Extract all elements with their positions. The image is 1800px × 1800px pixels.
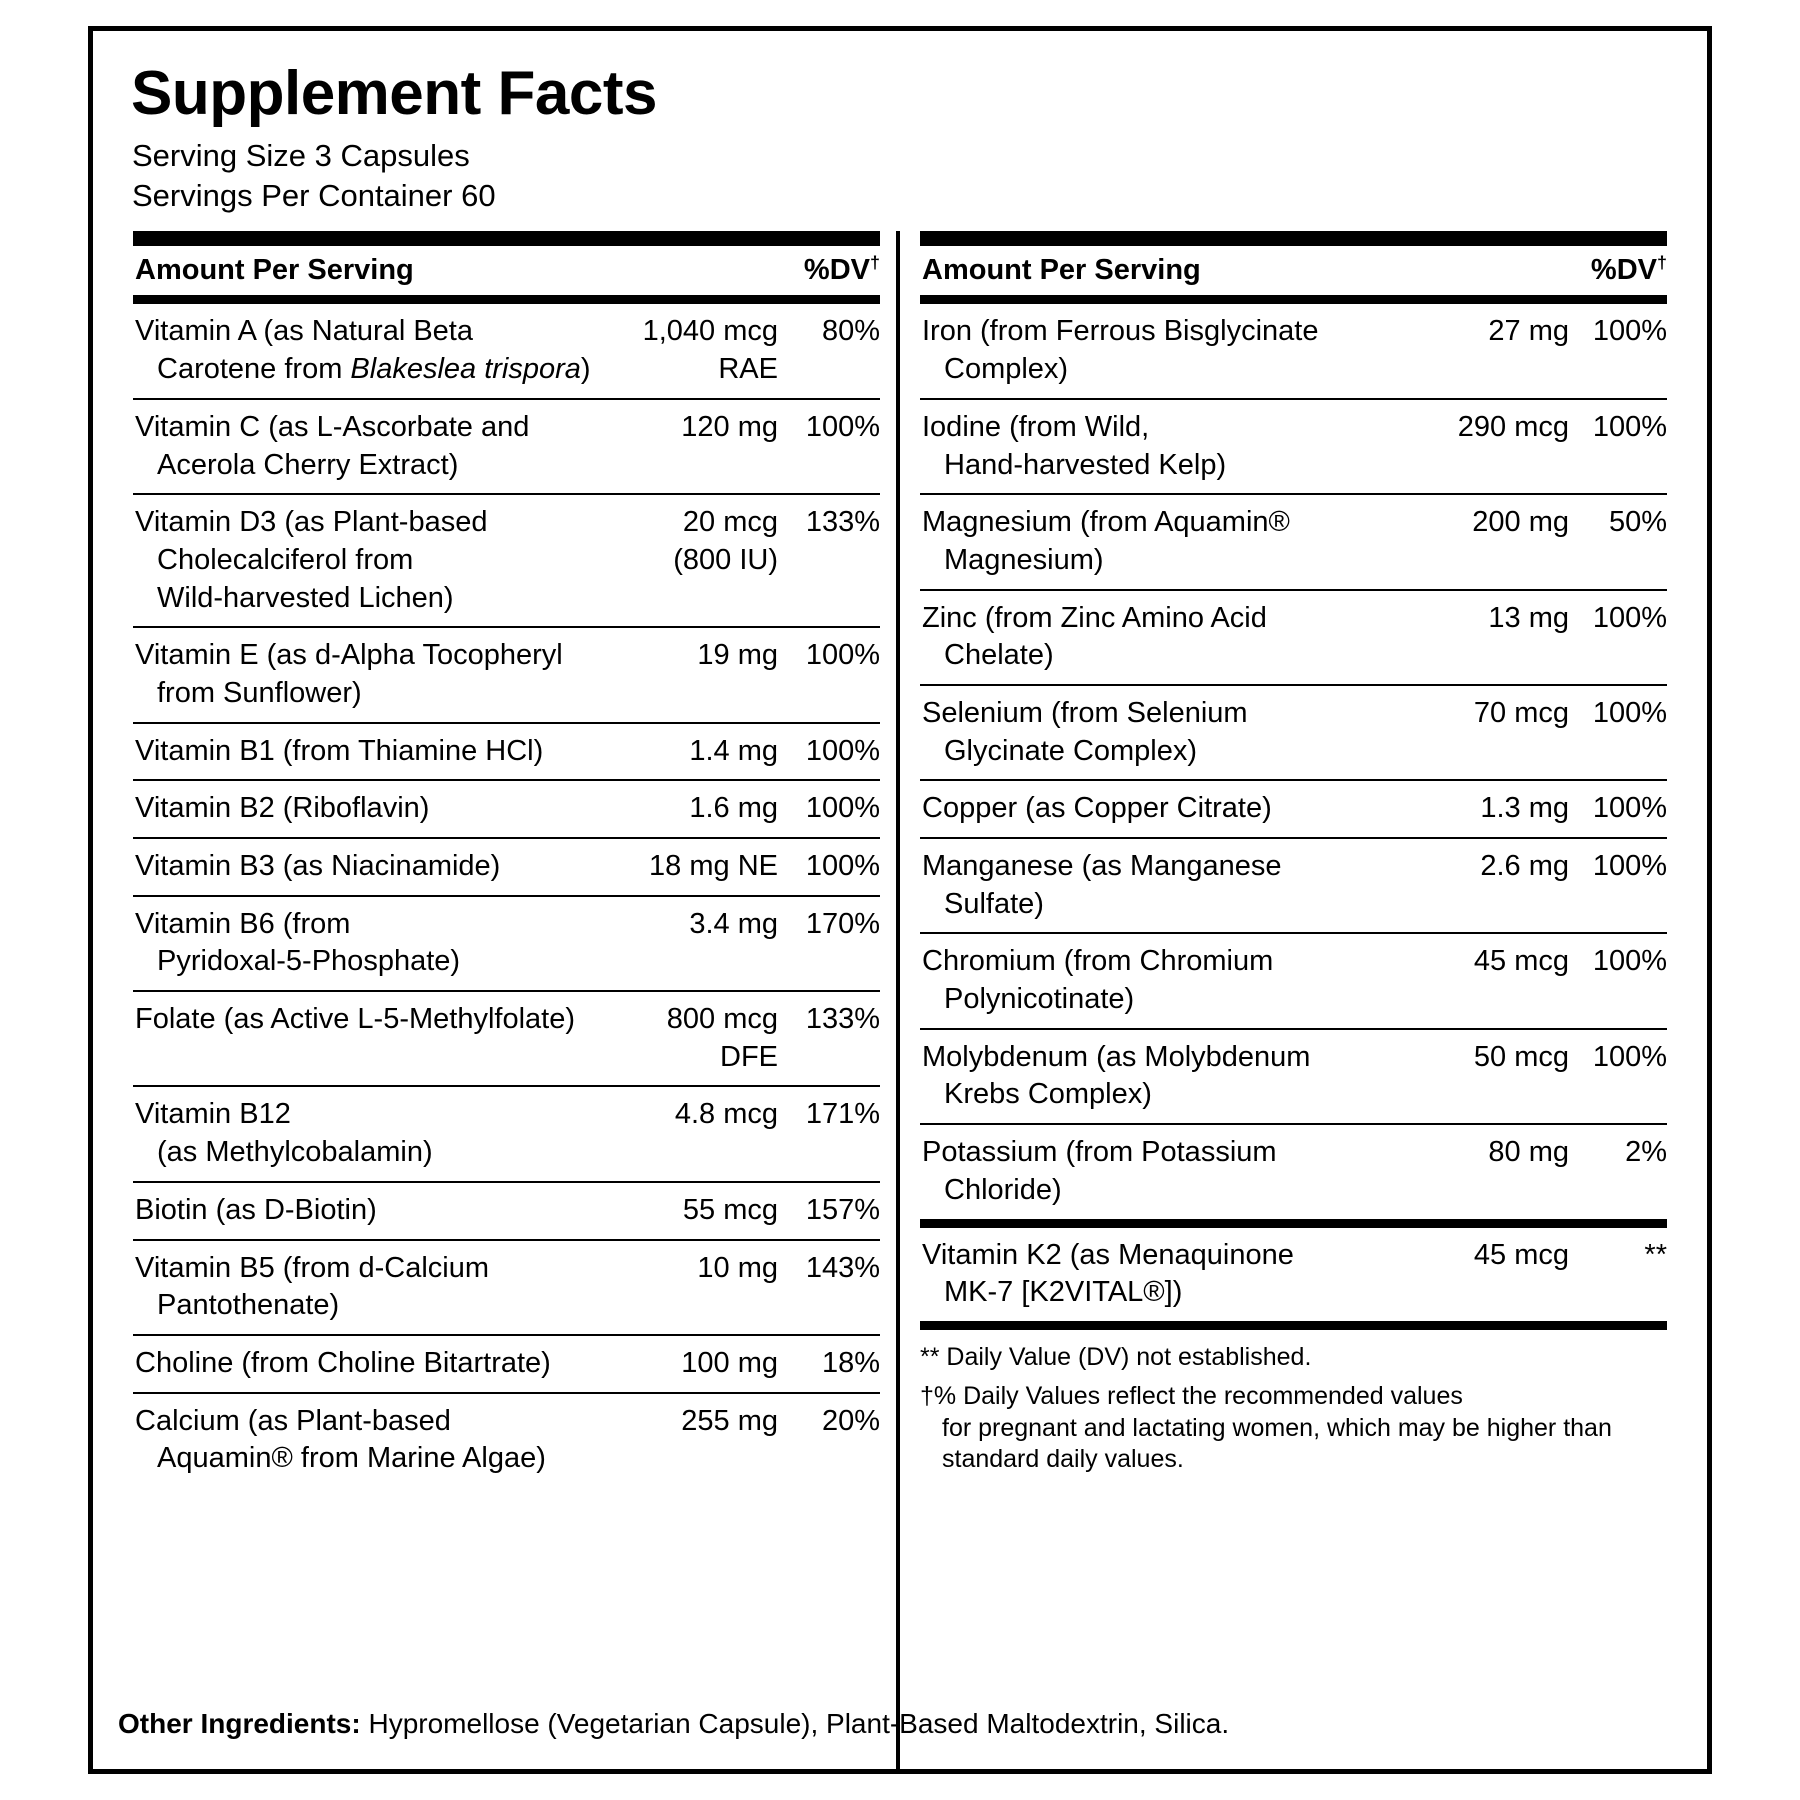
table-row <box>133 304 880 399</box>
nutrient-amount: 290 mcg <box>1457 410 1569 443</box>
table-row <box>920 1125 1667 1218</box>
table-row <box>920 781 1667 839</box>
table-row <box>920 934 1667 1029</box>
right-header-amount: Amount Per Serving <box>922 254 1201 287</box>
nutrient-dv: 100% <box>1592 850 1667 882</box>
vitamin-k2-row <box>920 1228 1667 1321</box>
nutrient-dv: 100% <box>1592 945 1667 978</box>
nutrient-name: Chromium (from Chromium Polynicotinate) <box>922 943 1423 1018</box>
nutrient-dv: 170% <box>805 907 880 940</box>
nutrient-name-continued: Carotene from Blakeslea trispora) <box>157 353 591 386</box>
nutrient-amount: 100 mg <box>681 1346 778 1379</box>
supplement-facts-panel <box>88 26 1712 1774</box>
nutrient-name-continued: Krebs Complex) <box>944 1078 1152 1111</box>
nutrient-dv: 2% <box>1625 1136 1667 1169</box>
nutrient-name: Choline (from Choline Bitartrate) <box>135 1346 551 1379</box>
nutrient-name: Selenium (from Selenium Glycinate Complex) <box>922 695 1423 770</box>
table-row <box>133 1183 880 1241</box>
nutrient-dv: 100% <box>805 639 880 672</box>
table-row <box>920 839 1667 934</box>
table-row <box>920 400 1667 495</box>
nutrient-name-continued: (as Methylcobalamin) <box>157 1136 433 1169</box>
nutrient-name-continued: Polynicotinate) <box>944 983 1135 1016</box>
nutrient-name: Molybdenum (as Molybdenum Krebs Complex) <box>922 1039 1423 1114</box>
nutrient-name: Vitamin K2 (as Menaquinone MK-7 [K2VITAL®]) <box>922 1237 1423 1312</box>
nutrient-name: Copper (as Copper Citrate) <box>922 792 1272 825</box>
nutrient-name-continued: Magnesium) <box>944 543 1104 576</box>
right-table-header <box>920 246 1667 295</box>
left-header-dv: %DV† <box>803 252 880 287</box>
nutrient-dv: 171% <box>805 1098 880 1131</box>
nutrient-name-continued: Chloride) <box>944 1173 1062 1206</box>
divider-header-right <box>920 295 1667 304</box>
right-column <box>900 231 1673 1769</box>
other-ingredients-text: Hypromellose (Vegetarian Capsule), Plant-Based Maltodextrin, Silica. <box>360 1708 1230 1739</box>
left-nutrient-rows <box>133 304 880 1487</box>
nutrient-name-continued: from Sunflower) <box>157 676 362 709</box>
nutrient-name-continued: Complex) <box>944 353 1069 386</box>
nutrient-dv: 100% <box>805 850 880 882</box>
nutrient-dv: 133% <box>805 506 880 539</box>
table-row <box>920 1030 1667 1125</box>
nutrient-name: Potassium (from Potassium Chloride) <box>922 1134 1423 1209</box>
nutrient-amount: 27 mg <box>1488 315 1569 348</box>
nutrient-amount: 1.6 mg <box>689 792 778 825</box>
nutrient-name-continued: Chelate) <box>944 639 1054 672</box>
nutrient-amount: 19 mg <box>697 639 778 672</box>
footnote-dv-not-established: ** Daily Value (DV) not established. <box>920 1342 1312 1371</box>
nutrient-name-continued: Acerola Cherry Extract) <box>157 448 459 481</box>
nutrient-name: Zinc (from Zinc Amino Acid Chelate) <box>922 600 1423 675</box>
left-header-amount: Amount Per Serving <box>135 254 414 287</box>
nutrient-name: Vitamin A (as Natural Beta Carotene from Blakeslea trispora) <box>135 313 612 388</box>
nutrient-name-continued: Cholecalciferol from Wild-harvested Lichen) <box>157 543 454 614</box>
nutrient-amount: 10 mg <box>697 1251 778 1284</box>
nutrient-amount: 50 mcg <box>1473 1040 1569 1073</box>
table-row <box>133 628 880 723</box>
nutrient-dv: 100% <box>1592 601 1667 634</box>
divider-below-k2 <box>920 1321 1667 1330</box>
nutrient-amount: 1.4 mg <box>689 734 778 767</box>
table-row <box>133 1241 880 1336</box>
nutrient-amount: 1,040 mcg RAE <box>642 315 778 386</box>
nutrient-amount: 2.6 mg <box>1480 850 1569 882</box>
nutrient-amount: 4.8 mcg <box>674 1098 778 1131</box>
nutrient-name-continued: MK-7 [K2VITAL®]) <box>944 1276 1183 1309</box>
page-title: Supplement Facts <box>131 59 657 128</box>
nutrient-name: Vitamin E (as d-Alpha Tocopheryl from Sunflower) <box>135 637 612 712</box>
table-row <box>920 591 1667 686</box>
nutrient-name: Manganese (as Manganese Sulfate) <box>922 848 1423 923</box>
nutrient-amount: 45 mcg <box>1473 945 1569 978</box>
serving-size: Serving Size 3 Capsules <box>132 138 470 174</box>
nutrient-amount: 120 mg <box>681 410 778 443</box>
nutrient-dv: 80% <box>821 315 880 348</box>
nutrient-name-continued: Sulfate) <box>944 887 1044 920</box>
nutrient-amount: 13 mg <box>1488 601 1569 634</box>
nutrient-dv: 100% <box>1592 696 1667 729</box>
nutrient-name: Iodine (from Wild, Hand-harvested Kelp) <box>922 409 1423 484</box>
table-row <box>133 495 880 628</box>
table-row <box>133 781 880 839</box>
nutrient-amount: 1.3 mg <box>1480 792 1569 825</box>
nutrient-dv: ** <box>1644 1238 1667 1271</box>
nutrient-dv: 100% <box>805 410 880 443</box>
nutrient-name-continued: Aquamin® from Marine Algae) <box>157 1442 546 1475</box>
table-row <box>133 400 880 495</box>
nutrient-dv: 100% <box>805 734 880 767</box>
footnote-daily-values-cont: for pregnant and lactating women, which may be higher than standard daily values. <box>942 1413 1612 1474</box>
servings-per-container: Servings Per Container 60 <box>132 177 496 213</box>
nutrient-amount: 255 mg <box>681 1404 778 1437</box>
nutrient-name-continued: Pantothenate) <box>157 1289 340 1322</box>
nutrient-dv: 100% <box>1592 315 1667 348</box>
table-row <box>133 1394 880 1487</box>
nutrient-name-continued: Pyridoxal-5-Phosphate) <box>157 945 461 978</box>
nutrient-dv: 100% <box>1592 792 1667 825</box>
divider-header-left <box>133 295 880 304</box>
divider-top-right <box>920 231 1667 246</box>
table-row <box>920 495 1667 590</box>
divider-top-left <box>133 231 880 246</box>
nutrient-name: Iron (from Ferrous Bisglycinate Complex) <box>922 313 1423 388</box>
table-row <box>133 839 880 897</box>
nutrient-name: Vitamin B6 (from Pyridoxal-5-Phosphate) <box>135 906 612 981</box>
nutrient-name: Vitamin B2 (Riboflavin) <box>135 792 430 825</box>
nutrition-columns <box>127 231 1673 1769</box>
nutrient-amount: 80 mg <box>1488 1136 1569 1169</box>
nutrient-name: Vitamin B3 (as Niacinamide) <box>135 850 501 882</box>
nutrient-amount: 800 mcg DFE <box>666 1003 778 1073</box>
nutrient-dv: 100% <box>1592 410 1667 443</box>
table-row <box>133 1336 880 1394</box>
footnotes <box>920 1330 1667 1484</box>
nutrient-dv: 18% <box>821 1346 880 1379</box>
nutrient-name: Vitamin B1 (from Thiamine HCl) <box>135 734 544 767</box>
nutrient-amount: 45 mcg <box>1473 1238 1569 1271</box>
table-row <box>920 1228 1667 1321</box>
nutrient-name: Vitamin B5 (from d-Calcium Pantothenate) <box>135 1250 612 1325</box>
nutrient-name-continued: Glycinate Complex) <box>944 734 1198 767</box>
nutrient-name: Vitamin B12 (as Methylcobalamin) <box>135 1096 612 1171</box>
nutrient-amount: 18 mg NE <box>649 850 778 882</box>
nutrient-dv: 157% <box>805 1193 880 1226</box>
nutrient-dv: 133% <box>805 1003 880 1036</box>
footnote-daily-values-lead: †% Daily Values reflect the recommended values <box>920 1382 1463 1411</box>
left-table-header <box>133 246 880 295</box>
other-ingredients <box>88 1690 1712 1752</box>
right-header-dv: %DV† <box>1590 252 1667 287</box>
table-row <box>133 724 880 782</box>
other-ingredients-label: Other Ingredients: <box>118 1708 361 1739</box>
nutrient-dv: 20% <box>821 1404 880 1437</box>
nutrient-name: Vitamin C (as L-Ascorbate and Acerola Cherry Extract) <box>135 409 612 484</box>
nutrient-name: Biotin (as D-Biotin) <box>135 1193 377 1226</box>
table-row <box>920 686 1667 781</box>
nutrient-name: Magnesium (from Aquamin® Magnesium) <box>922 504 1423 579</box>
nutrient-name: Vitamin D3 (as Plant-based Cholecalciferol from Wild-harvested Lichen) <box>135 504 612 617</box>
nutrient-name-continued: Hand-harvested Kelp) <box>944 448 1227 481</box>
footnote-daily-values <box>920 1381 1667 1476</box>
table-row <box>920 304 1667 399</box>
nutrient-name: Folate (as Active L-5-Methylfolate) <box>135 1003 576 1036</box>
left-column <box>127 231 900 1769</box>
divider-above-k2 <box>920 1219 1667 1228</box>
table-row <box>133 897 880 992</box>
nutrient-amount: 55 mcg <box>682 1193 778 1226</box>
nutrient-dv: 143% <box>805 1251 880 1284</box>
nutrient-dv: 100% <box>805 792 880 825</box>
nutrient-dv: 50% <box>1608 506 1667 539</box>
nutrient-amount: 200 mg <box>1472 506 1569 539</box>
nutrient-amount: 70 mcg <box>1473 696 1569 729</box>
nutrient-dv: 100% <box>1592 1040 1667 1073</box>
table-row <box>133 1087 880 1182</box>
nutrient-name: Calcium (as Plant-based Aquamin® from Marine Algae) <box>135 1403 612 1478</box>
nutrient-amount: 20 mcg (800 IU) <box>673 506 778 576</box>
table-row <box>133 992 880 1087</box>
right-nutrient-rows <box>920 304 1667 1218</box>
species-name: Blakeslea trispora <box>350 353 581 386</box>
nutrient-amount: 3.4 mg <box>689 907 778 940</box>
